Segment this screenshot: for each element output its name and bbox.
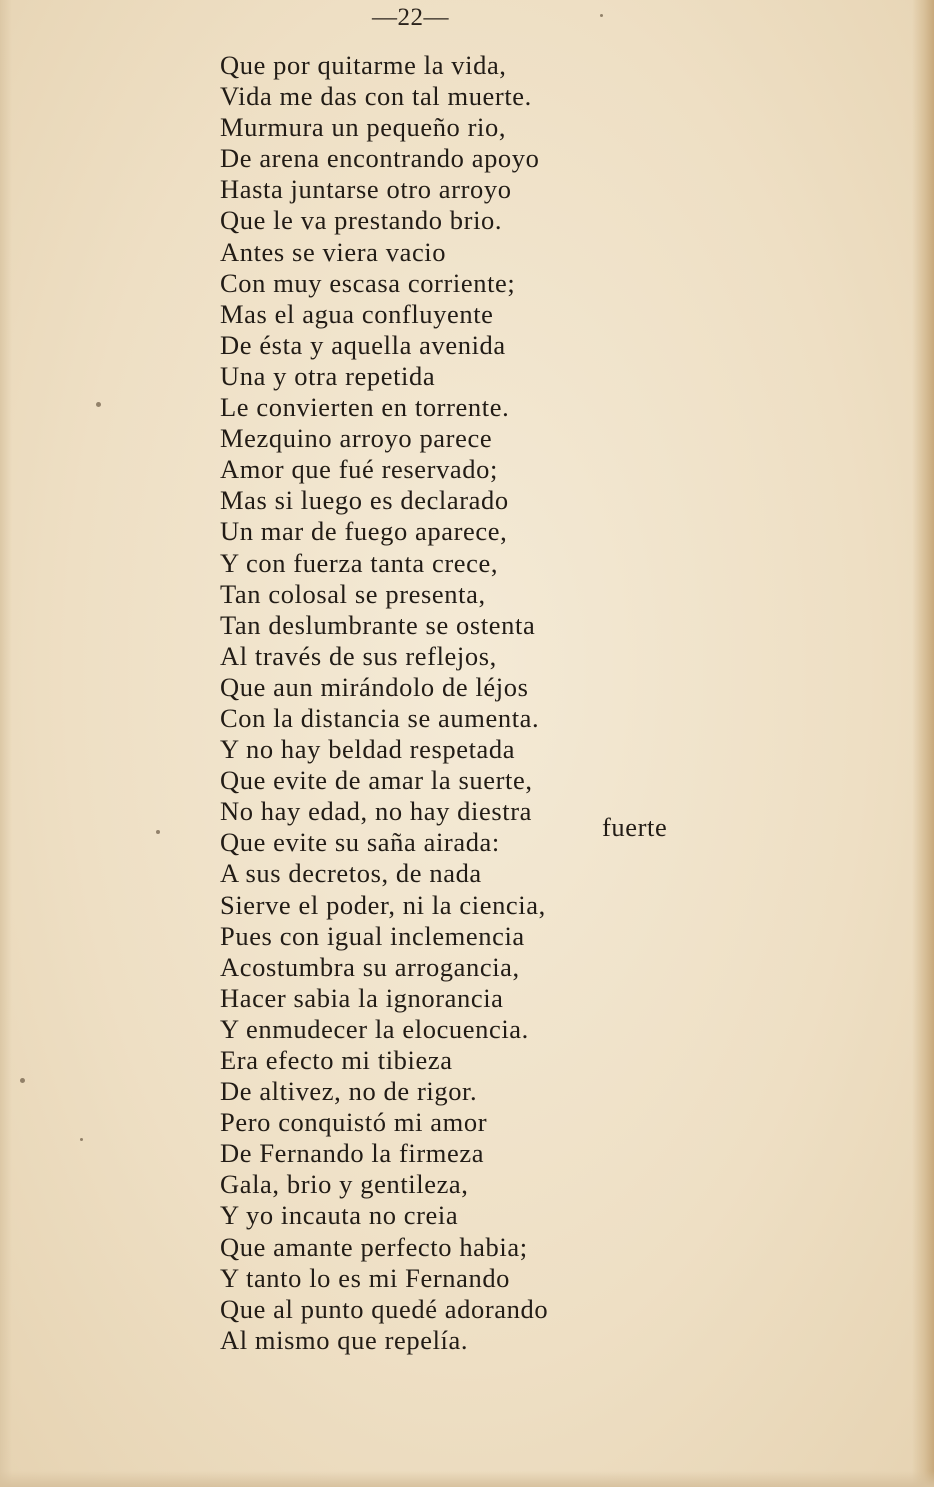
poem-line: Amor que fué reservado; — [220, 454, 498, 485]
poem-line: De Fernando la firmeza — [220, 1138, 485, 1169]
poem-line: Al través de sus reflejos, — [220, 640, 497, 671]
poem-line: Acostumbra su arrogancia, — [220, 951, 520, 982]
poem-line: Que al punto quedé adorando — [220, 1293, 549, 1324]
poem-line: De ésta y aquella avenida — [220, 329, 506, 360]
poem-line: Al mismo que repelía. — [220, 1324, 469, 1355]
poem-line: Y no hay beldad respetada — [220, 734, 516, 765]
poem-line: Que amante perfecto habia; — [220, 1231, 528, 1262]
poem-line: Tan colosal se presenta, — [220, 578, 486, 609]
page-left-edge-shadow — [0, 0, 12, 1487]
poem-line: Con la distancia se aumenta. — [220, 702, 540, 733]
poem-line: Le convierten en torrente. — [220, 392, 510, 423]
paper-speck — [96, 402, 101, 407]
poem-line: Y con fuerza tanta crece, — [220, 547, 499, 578]
poem-line: Una y otra repetida — [220, 360, 436, 391]
poem-line: Hasta juntarse otro arroyo — [220, 174, 512, 205]
poem-line: Y yo incauta no creia — [220, 1200, 459, 1231]
poem-line: Sierve el poder, ni la ciencia, — [220, 889, 546, 920]
poem-line: Mas si luego es declarado — [220, 485, 509, 516]
poem-line: Que evite su saña airada: — [220, 827, 500, 858]
poem-line: Mezquino arroyo parece — [220, 423, 493, 454]
poem-line: Murmura un pequeño rio, — [220, 112, 507, 143]
paper-speck — [20, 1078, 25, 1083]
poem-line: Antes se viera vacio — [220, 236, 447, 267]
poem-line: Vida me das con tal muerte. — [220, 81, 532, 112]
poem-line: Que evite de amar la suerte, — [220, 765, 533, 796]
paper-speck — [600, 14, 603, 17]
poem-line: Gala, brio y gentileza, — [220, 1169, 469, 1200]
poem-line: Era efecto mi tibieza — [220, 1045, 453, 1075]
poem-line: Un mar de fuego aparece, — [220, 516, 508, 547]
poem-line: Hacer sabia la ignorancia — [220, 982, 504, 1013]
page-bottom-edge-shadow — [0, 1471, 934, 1487]
paper-speck — [156, 830, 160, 834]
poem-line: Pues con igual inclemencia — [220, 920, 525, 951]
poem-line: De arena encontrando apoyo — [220, 143, 540, 174]
poem-line: Tan deslumbrante se ostenta — [220, 609, 536, 640]
poem-line: A sus decretos, de nada — [220, 858, 482, 889]
poem-text — [220, 50, 548, 1356]
poem-line: Con muy escasa corriente; — [220, 267, 516, 298]
page-right-edge-shadow — [912, 0, 934, 1487]
poem-line: No hay edad, no hay diestra — [220, 796, 533, 827]
poem-line: Y enmudecer la elocuencia. — [220, 1013, 529, 1044]
poem-line: Mas el agua confluyente — [220, 298, 494, 329]
poem-line: Que aun mirándolo de léjos — [220, 671, 529, 702]
page-number: —22— — [372, 4, 449, 31]
poem-line: Que le va prestando brio. — [220, 205, 503, 236]
poem-line: Que por quitarme la vida, — [220, 50, 507, 80]
poem-line: Y tanto lo es mi Fernando — [220, 1262, 511, 1293]
overflow-word: fuerte — [602, 812, 668, 842]
poem-line: De altivez, no de rigor. — [220, 1076, 478, 1107]
poem-line: Pero conquistó mi amor — [220, 1107, 488, 1138]
paper-speck — [80, 1138, 83, 1141]
